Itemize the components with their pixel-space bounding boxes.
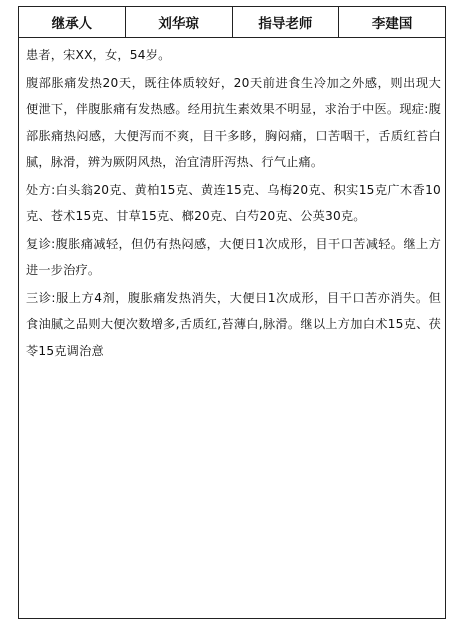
mentor-name: 李建国 bbox=[371, 16, 413, 32]
heir-name: 刘华琼 bbox=[126, 7, 233, 37]
patient-info: 患者，宋XX，女，54岁。 bbox=[26, 48, 171, 62]
revisit-paragraph: 复诊:腹胀痛减轻，但仍有热闷感，大便日1次成形，目干口苦减轻。继上方进一步治疗。 bbox=[26, 236, 441, 277]
record-body bbox=[19, 38, 445, 364]
third-visit-paragraph: 三诊:服上方4剂，腹胀痛发热消失，大便日1次成形，目干口苦亦消失。但食油腻之品则大便次数增多,舌质红,苔薄白,脉滑。继以上方加白术15克、茯苓15克调治意 bbox=[26, 290, 441, 358]
record-sheet bbox=[18, 6, 446, 619]
history-paragraph: 腹部胀痛发热20天，既往体质较好，20天前进食生冷加之外感，则出现大便泄下，伴腹胀痛有发热感。经用抗生素效果不明显，求治于中医。现症:腹部胀痛热闷感，大便泻而不爽，目干多眵，胸闷痛，口苦咽干，舌质红苔白腻，脉滑，辨为厥阴风热，治宜清肝泻热、行气止痛。 bbox=[26, 75, 441, 169]
prescription-paragraph: 处方:白头翁20克、黄柏15克、黄连15克、乌梅20克、积实15克广木香10克、苍术15克、甘草15克、榔20克、白芍20克、公英30克。 bbox=[26, 182, 441, 223]
mentor-label: 指导老师 bbox=[233, 7, 340, 37]
header-row bbox=[19, 7, 445, 38]
heir-label: 继承人 bbox=[19, 7, 126, 37]
